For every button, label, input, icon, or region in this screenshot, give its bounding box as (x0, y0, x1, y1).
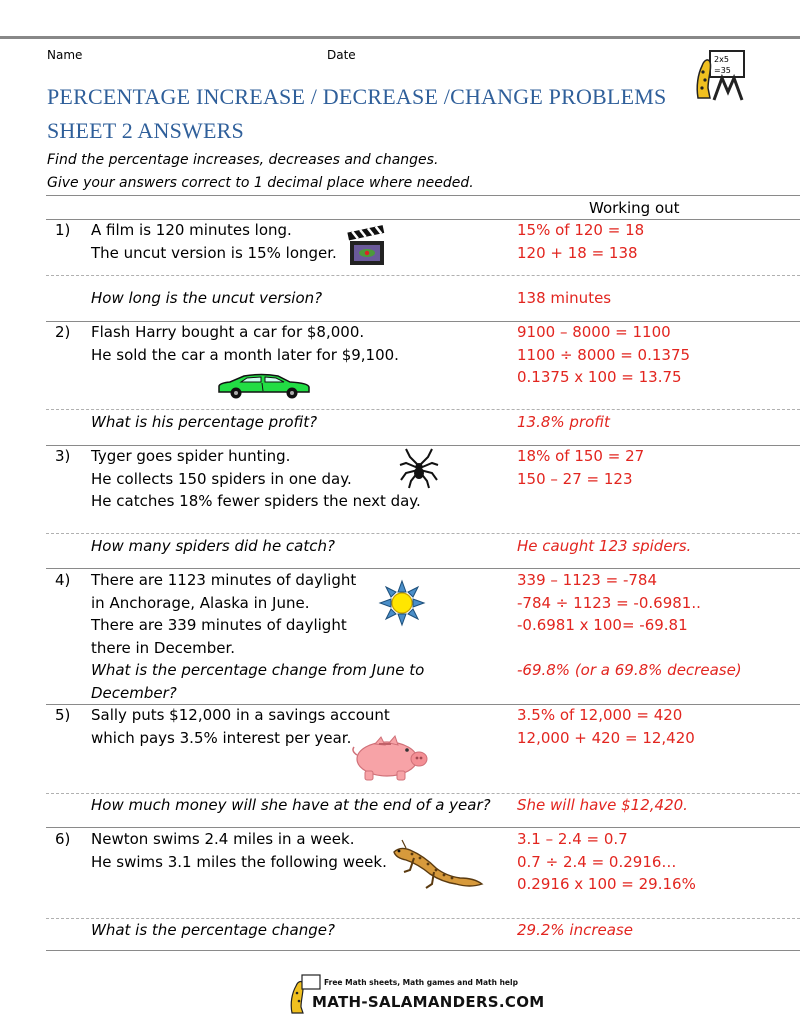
problem-5-answer: She will have $12,420. (517, 796, 688, 814)
problem-2-question: What is his percentage profit? (91, 413, 318, 431)
footer-logo (286, 973, 545, 1015)
problem-4-question-line-2: December? (91, 683, 177, 702)
problem-6-working-2: 0.7 ÷ 2.4 = 0.2916… (517, 852, 677, 871)
problem-3-line-1: Tyger goes spider hunting. (91, 447, 291, 465)
problem-6-line-2: He swims 3.1 miles the following week. (91, 852, 387, 871)
top-border (0, 36, 800, 39)
problem-1-question: How long is the uncut version? (91, 289, 323, 307)
problem-4-line-1: There are 1123 minutes of daylight (91, 571, 357, 589)
problem-6-line-1: Newton swims 2.4 miles in a week. (91, 830, 355, 848)
dashed-divider (46, 533, 800, 534)
problem-6-question: What is the percentage change? (91, 921, 335, 939)
problem-4-line-3: There are 339 minutes of daylight (91, 616, 347, 634)
divider (46, 950, 800, 951)
math-salamanders-logo (688, 48, 748, 102)
problem-3-working-1: 18% of 150 = 27 (517, 447, 645, 465)
problem-3-answer: He caught 123 spiders. (517, 537, 692, 555)
page-title: PERCENTAGE INCREASE / DECREASE /CHANGE PROBLEMS (47, 84, 667, 109)
problem-4-question-line-1: What is the percentage change from June to (91, 661, 425, 679)
problem-6-number: 6) (55, 830, 71, 848)
problem-6-answer: 29.2% increase (517, 921, 633, 939)
problem-3-working-2: 150 – 27 = 123 (517, 469, 633, 488)
clapperboard-icon (347, 226, 387, 268)
problem-2-answer: 13.8% profit (517, 413, 610, 431)
problem-5-working-1: 3.5% of 12,000 = 420 (517, 706, 683, 724)
spider-icon (398, 447, 440, 489)
instruction-line-2: Give your answers correct to 1 decimal place where needed. (47, 175, 474, 191)
problem-3-number: 3) (55, 447, 71, 465)
problem-2-working-1: 9100 – 8000 = 1100 (517, 323, 671, 341)
problem-5-line-1: Sally puts $12,000 in a savings account (91, 706, 390, 724)
working-out-label: Working out (589, 199, 680, 217)
name-label: Name (47, 48, 83, 62)
problem-2-line-2: He sold the car a month later for $9,100. (91, 345, 399, 364)
problem-1-line-1: A film is 120 minutes long. (91, 221, 292, 239)
date-label: Date (327, 48, 356, 62)
problem-2-number: 2) (55, 323, 71, 341)
car-icon (216, 372, 312, 400)
instruction-line-1: Find the percentage increases, decreases and changes. (47, 152, 439, 168)
piggy-bank-icon (351, 735, 431, 781)
problem-1-number: 1) (55, 221, 71, 239)
problem-4-answer: -69.8% (or a 69.8% decrease) (517, 661, 742, 679)
divider (46, 195, 800, 196)
problem-5-working-2: 12,000 + 420 = 12,420 (517, 728, 695, 747)
newt-icon (390, 838, 484, 894)
problem-6-working-1: 3.1 – 2.4 = 0.7 (517, 830, 628, 848)
problem-1-answer: 138 minutes (517, 289, 612, 307)
logo-text-2: =35 (714, 66, 731, 75)
problem-6-working-3: 0.2916 x 100 = 29.16% (517, 875, 696, 893)
footer-tagline: Free Math sheets, Math games and Math help (324, 978, 518, 987)
problem-5-question: How much money will she have at the end of a year? (91, 796, 491, 814)
problem-5-number: 5) (55, 706, 71, 724)
page-subtitle: SHEET 2 ANSWERS (47, 118, 244, 143)
problem-2-line-1: Flash Harry bought a car for $8,000. (91, 323, 365, 341)
dashed-divider (46, 275, 800, 276)
problem-1-line-2: The uncut version is 15% longer. (91, 243, 337, 262)
problem-4-number: 4) (55, 571, 71, 589)
problem-5-line-2: which pays 3.5% interest per year. (91, 728, 352, 747)
problem-4-working-2: -784 ÷ 1123 = -0.6981.. (517, 593, 701, 612)
problem-1-working-2: 120 + 18 = 138 (517, 243, 638, 262)
problem-2-working-3: 0.1375 x 100 = 13.75 (517, 368, 682, 386)
dashed-divider (46, 409, 800, 410)
problem-3-question: How many spiders did he catch? (91, 537, 335, 555)
problem-4-working-3: -0.6981 x 100= -69.81 (517, 616, 688, 634)
sun-icon (379, 580, 425, 626)
problem-1-working-1: 15% of 120 = 18 (517, 221, 645, 239)
logo-text-1: 2x5 (714, 55, 729, 64)
problem-2-working-2: 1100 ÷ 8000 = 0.1375 (517, 345, 691, 364)
problem-4-line-2: in Anchorage, Alaska in June. (91, 593, 310, 612)
problem-4-working-1: 339 – 1123 = -784 (517, 571, 657, 589)
problem-4-line-4: there in December. (91, 638, 236, 657)
problem-3-line-2: He collects 150 spiders in one day. (91, 469, 352, 488)
footer-brand: MATH-SALAMANDERS.COM (312, 993, 545, 1011)
problem-3-line-3: He catches 18% fewer spiders the next day. (91, 492, 421, 510)
